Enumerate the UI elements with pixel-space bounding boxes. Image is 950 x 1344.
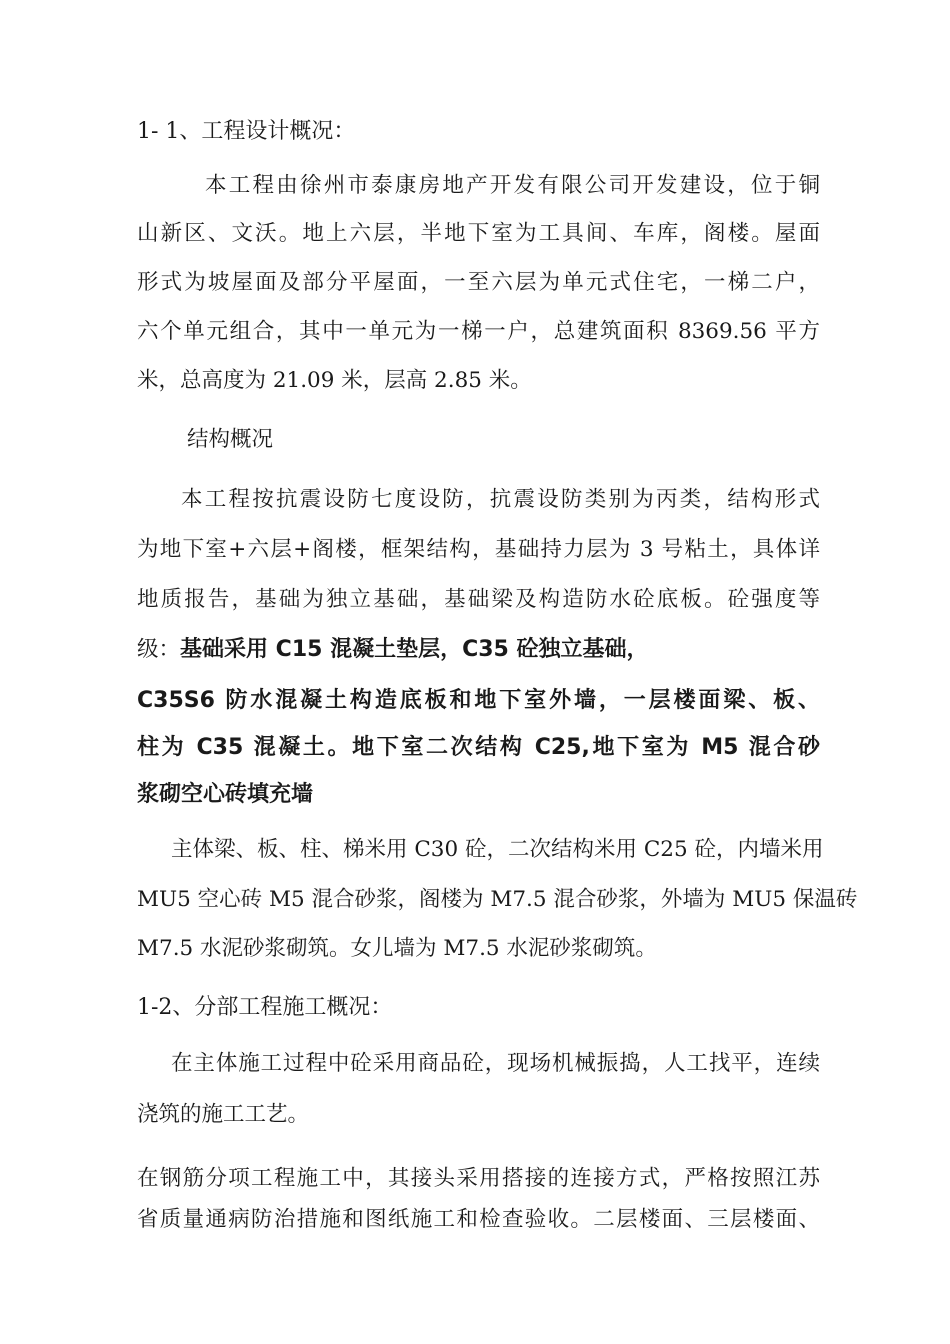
para-line: 在钢筋分项工程施工中，其接头采用搭接的连接方式，严格按照江苏: [137, 1166, 820, 1191]
para-line: 主体梁、板、柱、梯米用 C30 砼，二次结构米用 C25 砼，内墙米用: [171, 837, 824, 862]
para-line: 浇筑的施工工艺。: [137, 1102, 310, 1127]
para-line: 在主体施工过程中砼采用商品砼，现场机械振捣，人工找平，连续: [171, 1051, 820, 1076]
para-text: 级：: [137, 637, 181, 662]
para-line: 省质量通病防治措施和图纸施工和检查验收。二层楼面、三层楼面、: [137, 1207, 820, 1232]
para-line: 山新区、文沃。地上六层，半地下室为工具间、车库，阁楼。屋面: [137, 221, 820, 246]
bold-para-line: 浆砌空心砖填充墙: [137, 782, 314, 807]
section-2-heading: 1-2、分部工程施工概况：: [137, 995, 393, 1020]
para-line: 米，总高度为 21.09 米，层高 2.85 米。: [137, 368, 532, 393]
para-line-mixed: [137, 635, 649, 665]
para-line: 六个单元组合，其中一单元为一梯一户，总建筑面积 8369.56 平方: [137, 319, 820, 344]
para-line: M7.5 水泥砂浆砌筑。女儿墙为 M7.5 水泥砂浆砌筑。: [137, 936, 657, 961]
bold-para-line: 柱为 C35 混凝土。地下室二次结构 C25,地下室为 M5 混合砂: [137, 735, 820, 760]
bold-para-line: C35S6 防水混凝土构造底板和地下室外墙，一层楼面梁、板、: [137, 688, 820, 713]
para-line: 为地下室+六层+阁楼，框架结构，基础持力层为 3 号粘土，具体详: [137, 537, 820, 562]
bold-text: 基础采用 C15 混凝土垫层，C35 砼独立基础，: [180, 637, 649, 662]
para-line: 形式为坡屋面及部分平屋面，一至六层为单元式住宅，一梯二户，: [137, 270, 820, 295]
para-line: 地质报告，基础为独立基础，基础梁及构造防水砼底板。砼强度等: [137, 587, 820, 612]
section-1-heading: 1- 1、工程设计概况：: [137, 119, 356, 144]
para-line: 本工程由徐州市泰康房地产开发有限公司开发建设，位于铜: [205, 173, 820, 198]
structure-subheading: 结构概况: [187, 427, 274, 452]
para-line: MU5 空心砖 M5 混合砂浆，阁楼为 M7.5 混合砂浆，外墙为 MU5 保温砖: [137, 887, 858, 912]
para-line: 本工程按抗震设防七度设防，抗震设防类别为丙类，结构形式: [181, 487, 820, 512]
